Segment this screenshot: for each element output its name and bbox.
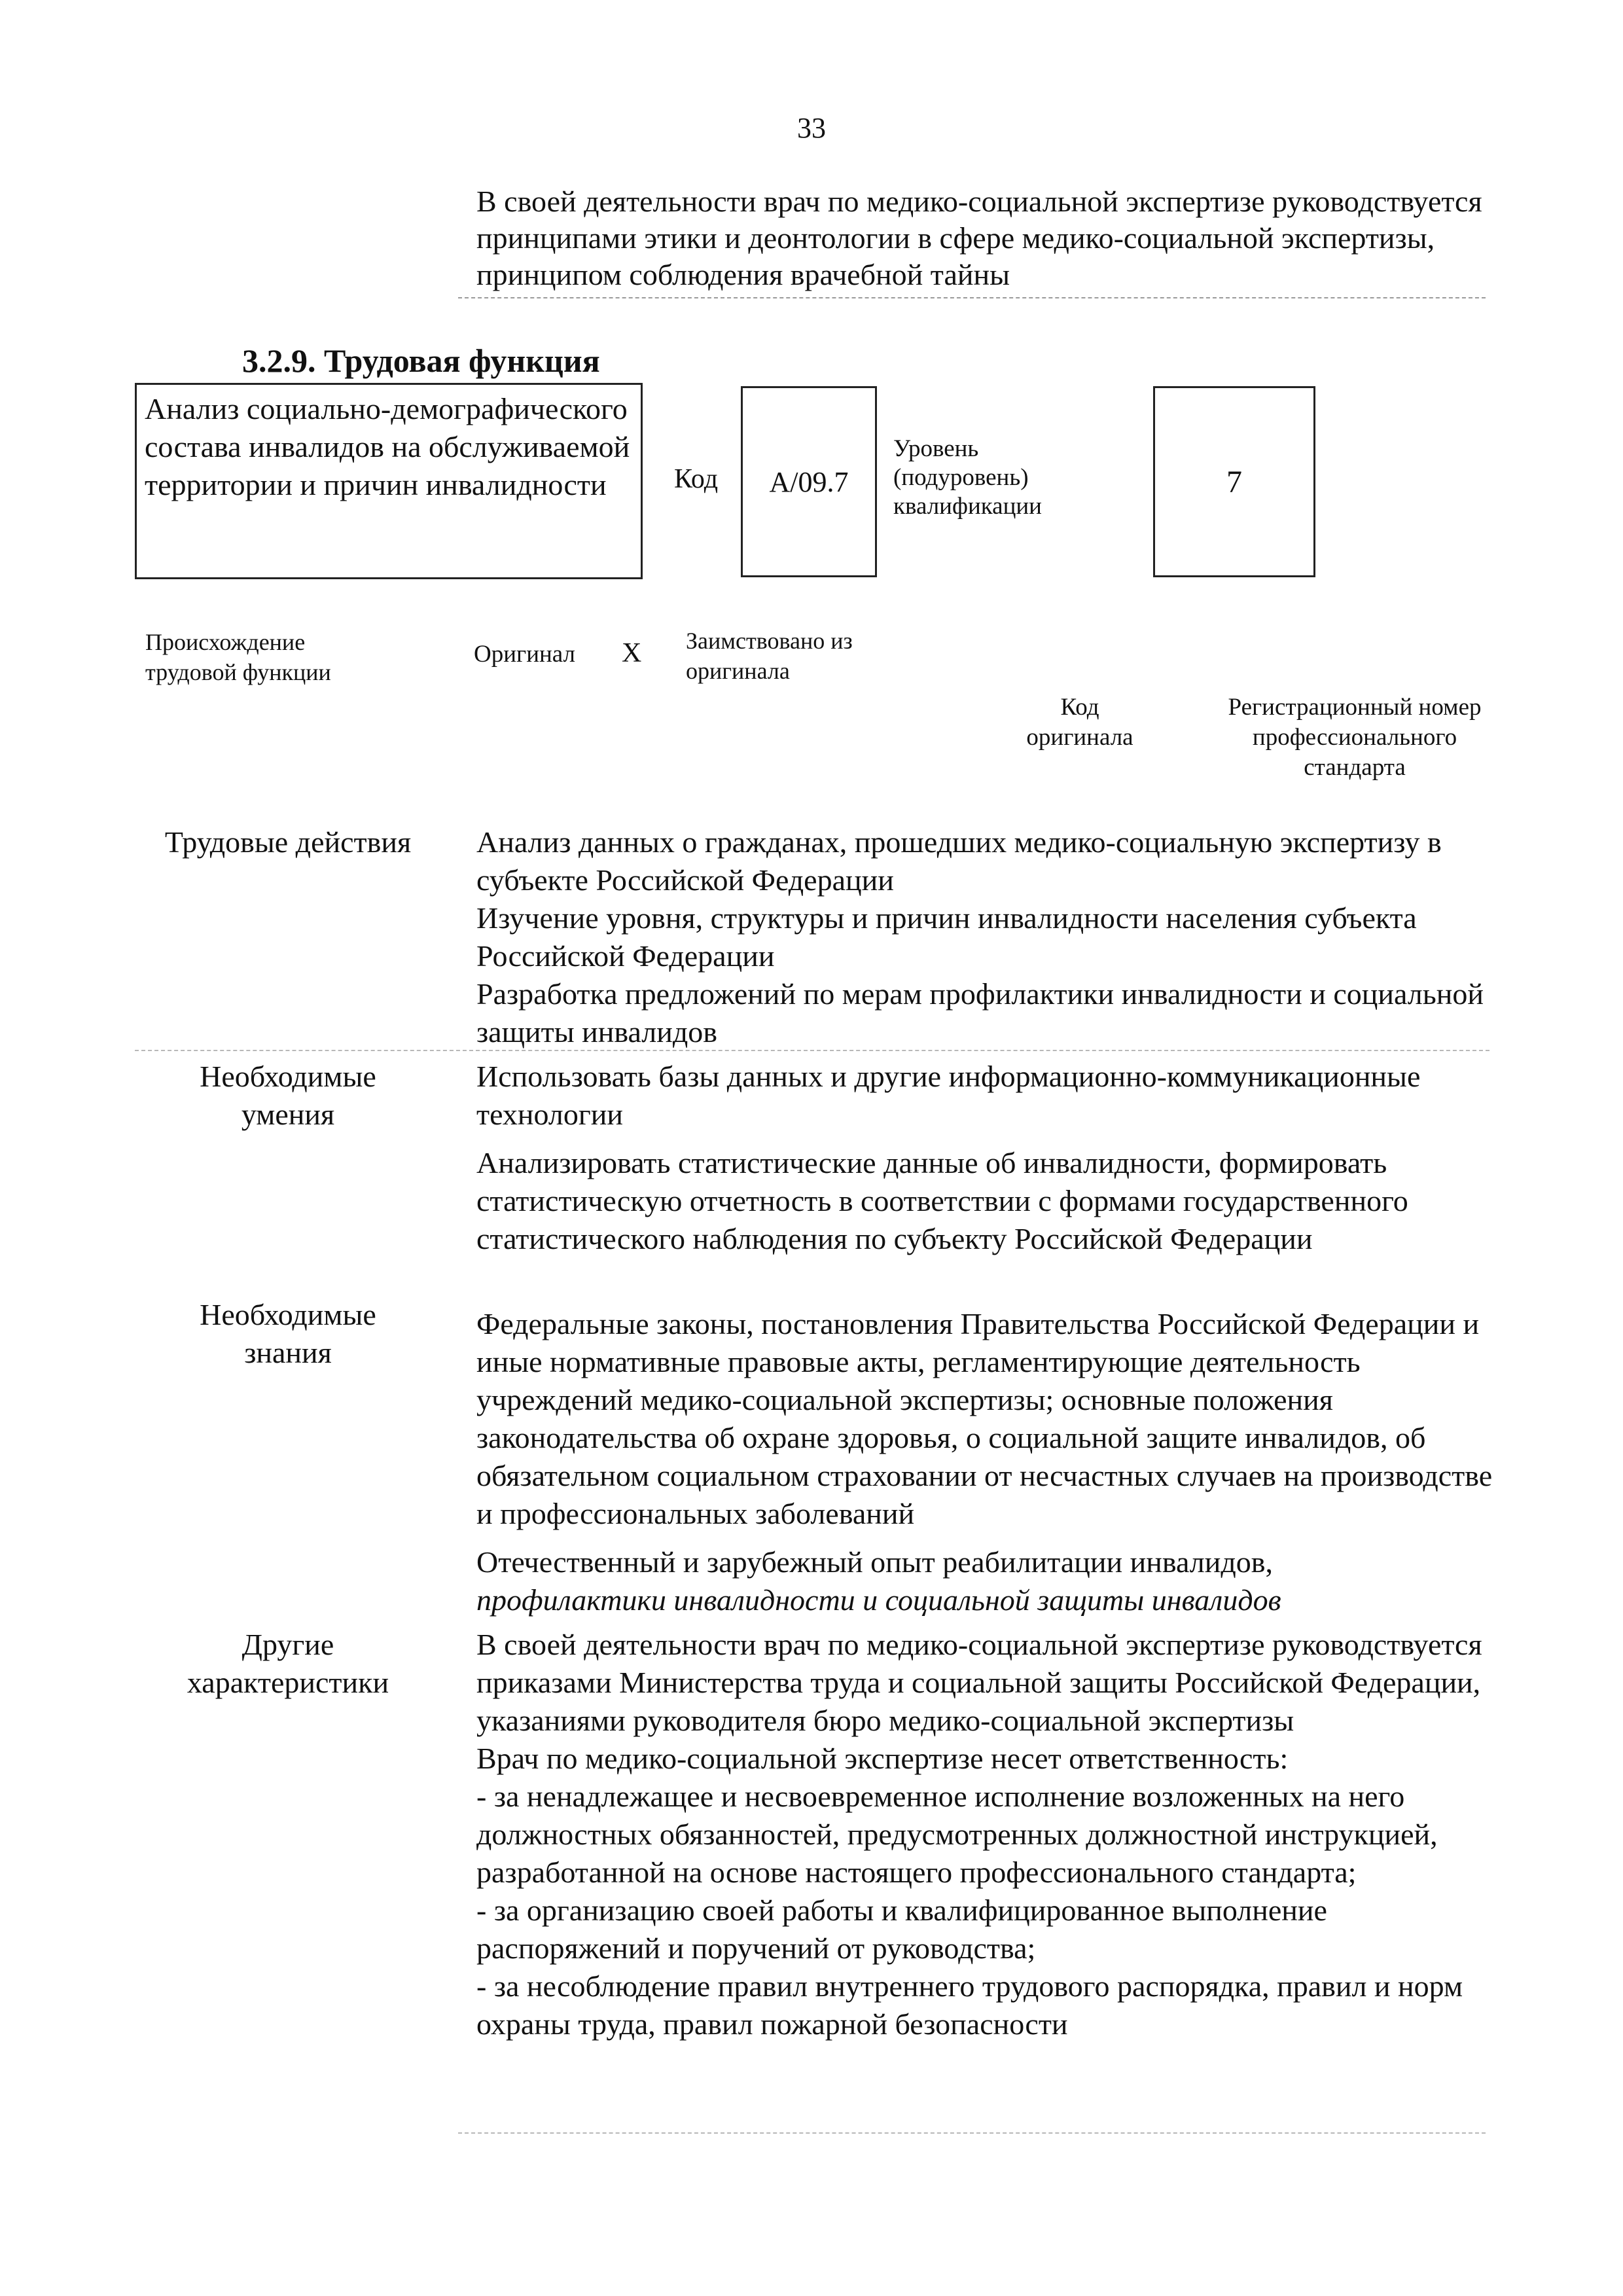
list-item: - за организацию своей работы и квалифицированное выполнение распоряжений и поручений от руководства;: [476, 1893, 1327, 1965]
skills-label-line: Необходимые: [200, 1060, 376, 1093]
registration-number-label: [1191, 692, 1518, 783]
origin-label-line: трудовой функции: [145, 659, 331, 685]
other-label: [144, 1626, 432, 1702]
list-item: Анализировать статистические данные об инвалидности, формировать статистическую отчетность в соответствии с формами государственного статистического наблюдения по субъекту Российской Федерации: [476, 1146, 1408, 1255]
page-number: 33: [797, 112, 826, 144]
reg-number-line: Регистрационный номер: [1228, 694, 1482, 721]
level-box: [1153, 386, 1315, 577]
knowledge-label-line: знания: [244, 1336, 332, 1369]
other-label-line: Другие: [241, 1628, 334, 1661]
level-label-line: квалификации: [893, 493, 1042, 520]
reg-number-line: стандарта: [1304, 754, 1406, 781]
list-item: В своей деятельности врач по медико-социальной экспертизе руководствуется приказами Министерства труда и социальной защиты Российской Федерации, указаниями руководителя бюро медико-социальной экспертизы: [476, 1628, 1482, 1737]
other-text: [476, 1626, 1510, 2043]
list-item: Изучение уровня, структуры и причин инвалидности населения субъекта Российской Федерации: [476, 901, 1417, 973]
borrowed-label: [686, 626, 853, 686]
skills-label-line: умения: [241, 1098, 335, 1131]
list-item: Использовать базы данных и другие информационно-коммуникационные технологии: [476, 1060, 1421, 1131]
list-item: Разработка предложений по мерам профилактики инвалидности и социальной защиты инвалидов: [476, 977, 1484, 1049]
code-original-line: Код: [1060, 694, 1099, 721]
knowledge-text: [476, 1305, 1510, 1619]
level-label-line: (подуровень): [893, 464, 1029, 491]
code-value: А/09.7: [769, 465, 849, 498]
skills-label: [144, 1058, 432, 1134]
actions-label: Трудовые действия: [164, 825, 412, 859]
origin-label: [145, 627, 331, 687]
skills-text: [476, 1058, 1510, 1258]
list-item: - за ненадлежащее и несвоевременное исполнение возложенных на него должностных обязанностей, предусмотренных должностной инструкцией, разработанной на основе настоящего профессионального стандарта;: [476, 1780, 1438, 1889]
reg-number-line: профессионального: [1252, 724, 1457, 751]
section-title: 3.2.9. Трудовая функция: [242, 342, 600, 379]
other-label-line: характеристики: [187, 1666, 389, 1699]
knowledge-label: [144, 1296, 432, 1372]
code-original-label: [1001, 692, 1158, 753]
list-item: - за несоблюдение правил внутреннего трудового распорядка, правил и норм охраны труда, правил пожарной безопасности: [476, 1969, 1463, 2041]
list-item: Анализ данных о гражданах, прошедших медико-социальную экспертизу в субъекте Российской Федерации: [476, 825, 1442, 897]
intro-paragraph: В своей деятельности врач по медико-социальной экспертизе руководствуется принципами этики и деонтологии в сфере медико-социальной экспертизы, принципом соблюдения врачебной тайны: [476, 185, 1482, 291]
function-name: Анализ социально-демографического состава инвалидов на обслуживаемой территории и причин инвалидности: [145, 392, 630, 501]
list-item: Отечественный и зарубежный опыт реабилитации инвалидов,: [476, 1545, 1273, 1579]
list-item: профилактики инвалидности и социальной защиты инвалидов: [476, 1583, 1281, 1617]
list-item: Федеральные законы, постановления Правительства Российской Федерации и иные нормативные правовые акты, регламентирующие деятельность учреждений медико-социальной экспертизы; основные положения законодательства об охране здоровья, о социальной защите инвалидов, об обязательном социальном страховании от несчастных случаев на производстве и профессиональных заболеваний: [476, 1307, 1493, 1530]
list-item: Врач по медико-социальной экспертизе несет ответственность:: [476, 1742, 1289, 1775]
origin-label-line: Происхождение: [145, 629, 306, 655]
code-original-line: оригинала: [1026, 724, 1133, 751]
borrowed-label-line: Заимствовано из: [686, 628, 853, 654]
row-divider: [135, 1050, 1489, 1051]
intro-divider: [458, 297, 1486, 298]
qualification-level-label: [893, 435, 1042, 521]
level-value: 7: [1226, 464, 1242, 499]
knowledge-label-line: Необходимые: [200, 1298, 376, 1331]
actions-text: [476, 823, 1510, 1051]
level-label-line: Уровень: [893, 435, 979, 462]
bottom-divider: [458, 2132, 1486, 2134]
function-name-box: [135, 383, 643, 579]
code-box: [741, 386, 877, 577]
original-label: Оригинал: [474, 641, 576, 668]
original-mark: X: [622, 638, 642, 668]
borrowed-label-line: оригинала: [686, 658, 790, 684]
code-label: Код: [674, 464, 719, 494]
